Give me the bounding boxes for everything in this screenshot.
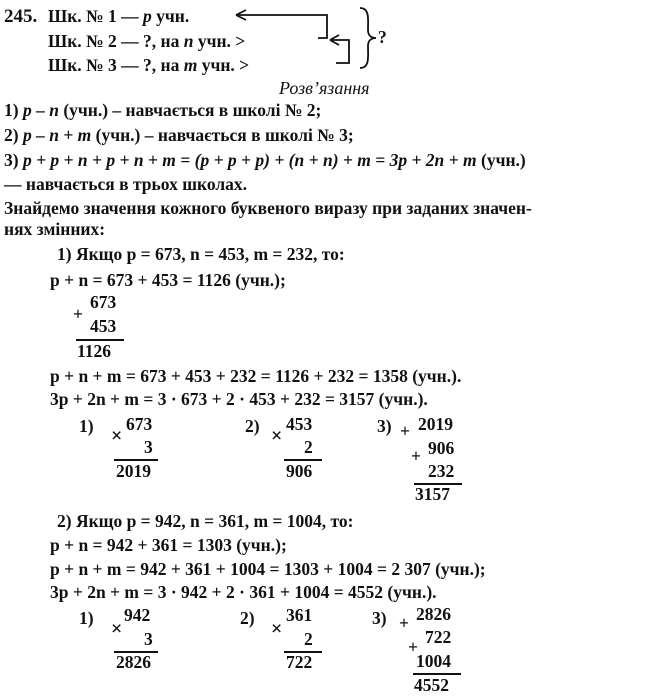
step-3-continuation: — навчається в трьох школах. [4,174,248,194]
col-add-sign: + [73,304,83,324]
calc-b: 722 [425,627,452,647]
school-3-unit: учн. > [201,55,250,75]
school-1-unit: учн. [156,6,190,26]
calc-result: 906 [286,461,313,481]
case-2-heading: 2) Якщо p = 942, n = 361, m = 1004, то: [57,511,354,531]
calc-a: 453 [286,414,313,434]
calc-b: 906 [428,438,455,458]
col-add-a: 673 [90,292,117,312]
calc-sign: × [271,425,283,447]
case-1-line-2: p + n + m = 673 + 453 + 232 = 1126 + 232 = 1358 (учн.). [50,366,462,386]
dash: — [121,6,139,26]
calc-sign: + [408,637,418,657]
intro-line-2: нях змінних: [4,219,106,239]
calc-a: 361 [286,605,313,625]
calc-label: 3) [372,608,387,628]
step-3 [4,150,526,171]
calc-a: 2826 [416,604,451,624]
calc-b: 2 [304,629,313,649]
case-2-line-2: p + n + m = 942 + 361 + 1004 = 1303 + 1004 = 2 307 (учн.); [50,559,486,579]
calc-sign: × [111,425,123,447]
step-text: – навчається в школі № 2; [112,100,322,120]
problem-number: 245. [4,6,38,27]
step-unit: (учн.) [481,150,526,170]
step-expression: p + p + n + p + n + m = (p + p + p) + (n + n) + m = 3p + 2n + m [22,150,477,170]
calc-label: 2) [245,416,260,436]
school-3-value: ?, на [143,55,180,75]
case-1-line-3: 3p + 2n + m = 3 · 673 + 2 · 453 + 232 = 3157 (учн.). [50,389,428,409]
calc-result: 3157 [415,484,450,504]
calc-a: 2019 [418,414,453,434]
dash: — [121,55,139,75]
question-mark: ? [378,27,387,47]
calc-sign: × [111,618,123,640]
step-expression: p – n [22,100,59,120]
solution-title: Розв’язання [279,78,370,98]
step-number: 3) [4,150,19,170]
arrow-line-1 [236,15,327,38]
calc-result: 4552 [414,675,449,695]
step-text: – навчається в школі № 3; [144,125,354,145]
calc-result: 2826 [116,652,151,672]
calc-a: 942 [124,605,151,625]
step-1 [4,100,321,121]
school-1-label: Шк. № 1 [48,6,117,26]
calc-b: 2 [304,437,313,457]
step-number: 1) [4,100,19,120]
arrow-line-2 [330,40,349,63]
step-unit: (учн.) [95,125,141,145]
school-2-var: n [183,31,194,51]
school-3-label: Шк. № 3 [48,55,117,75]
calc-sign: + [399,613,409,633]
calc-label: 1) [79,416,94,436]
calc-label: 2) [240,608,255,628]
calc-c: 1004 [416,651,451,671]
school-3-var: m [183,55,198,75]
step-expression: p – n + m [22,125,92,145]
step-2 [4,125,354,146]
calc-a: 673 [126,414,153,434]
calc-sign: + [400,421,410,441]
step-unit: (учн.) [63,100,109,120]
school-2-unit: учн. > [197,31,246,51]
step-number: 2) [4,125,19,145]
col-add-result: 1126 [77,341,112,361]
case-1-heading: 1) Якщо p = 673, n = 453, m = 232, то: [57,244,345,264]
case-2-line-3: 3p + 2n + m = 3 · 942 + 2 · 361 + 1004 = 4552 (учн.). [50,582,437,602]
calc-label: 1) [79,608,94,628]
calc-c: 232 [428,461,455,481]
calc-sign: × [271,618,283,640]
calc-sign: + [411,446,421,466]
brace [360,8,376,68]
school-1-value: p [143,6,152,26]
calc-result: 722 [286,652,313,672]
case-1-line-1: p + n = 673 + 453 = 1126 (учн.); [50,270,286,290]
calc-b: 3 [144,629,153,649]
school-2-value: ?, на [143,31,180,51]
case-2-line-1: p + n = 942 + 361 = 1303 (учн.); [50,535,287,555]
calc-result: 2019 [116,461,151,481]
col-add-b: 453 [90,316,117,336]
dash: — [121,31,139,51]
school-2-label: Шк. № 2 [48,31,117,51]
intro-line-1: Знайдемо значення кожного буквеного виразу при заданих значен- [4,198,532,218]
calc-b: 3 [144,437,153,457]
calc-label: 3) [377,416,392,436]
